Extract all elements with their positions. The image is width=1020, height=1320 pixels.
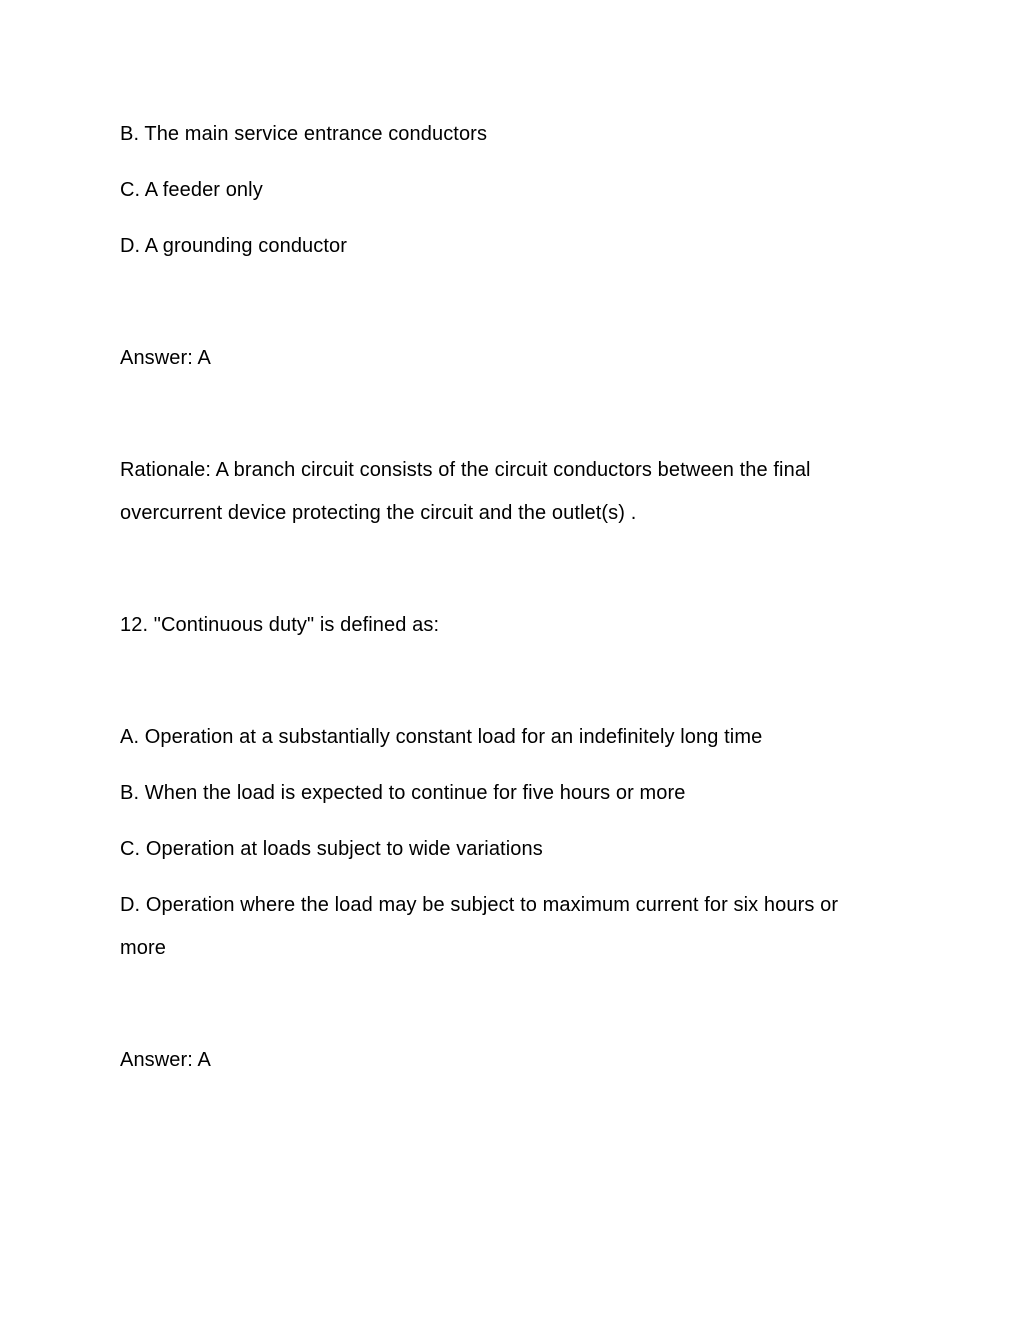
q12-option-d-line-2: more — [120, 937, 166, 959]
q11-option-b: B. The main service entrance conductors — [120, 123, 488, 145]
q11-rationale-line-2: overcurrent device protecting the circuit and the outlet(s) . — [120, 502, 637, 524]
q12-option-c: C. Operation at loads subject to wide variations — [120, 838, 543, 860]
q11-option-d: D. A grounding conductor — [120, 235, 347, 257]
q12-option-d-line-1: D. Operation where the load may be subject to maximum current for six hours or — [120, 894, 839, 916]
q12-question: 12. "Continuous duty" is defined as: — [120, 614, 440, 636]
q12-option-b: B. When the load is expected to continue for five hours or more — [120, 782, 686, 804]
q11-answer: Answer: A — [120, 347, 211, 369]
q11-option-c: C. A feeder only — [120, 179, 263, 201]
q12-answer: Answer: A — [120, 1049, 211, 1071]
q12-option-a: A. Operation at a substantially constant load for an indefinitely long time — [120, 726, 763, 748]
q11-rationale-line-1: Rationale: A branch circuit consists of the circuit conductors between the final — [120, 459, 811, 481]
